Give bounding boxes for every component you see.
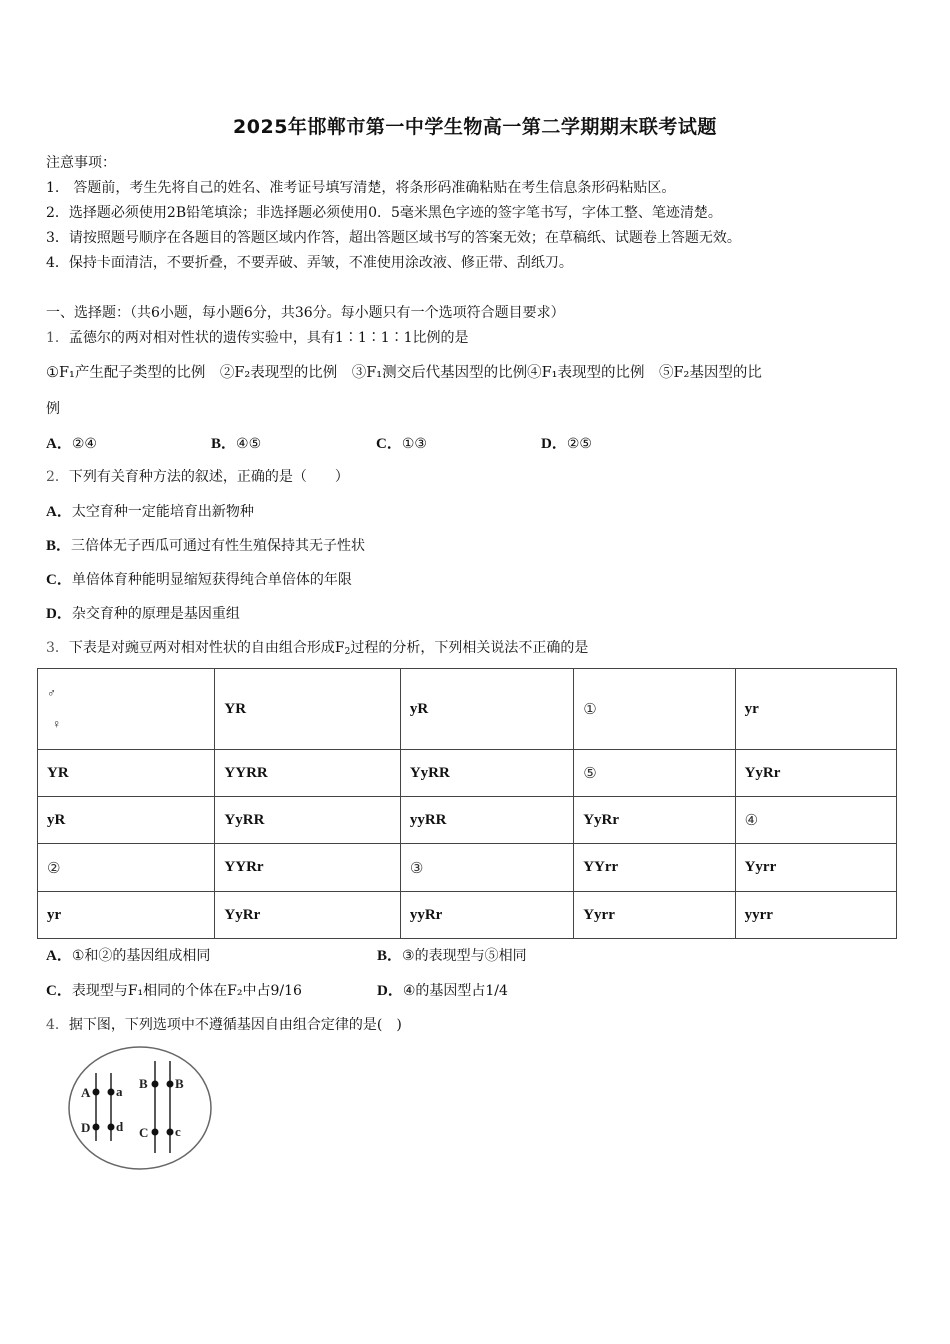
question-stem: 下列有关育种方法的叙述，正确的是（ ）	[68, 469, 349, 485]
header-cell: yr	[735, 669, 896, 750]
section-heading: 一、选择题：（共6小题，每小题6分，共36分。每小题只有一个选项符合题目要求）	[46, 305, 565, 321]
gene-label: a	[116, 1084, 123, 1099]
gene-label: c	[175, 1124, 181, 1139]
table-row	[38, 750, 897, 797]
question-number: 3．	[46, 640, 69, 656]
notice-item-3: 3．请按照题号顺序在各题目的答题区域内作答，超出答题区域书写的答案无效；在草稿纸、试题卷上答题无效。	[46, 230, 741, 246]
male-symbol: ♂	[47, 686, 56, 700]
table-cell: yyrr	[735, 892, 896, 939]
gene-label: A	[81, 1085, 91, 1100]
q1-option-b[interactable]: B．④⑤	[211, 436, 262, 452]
q2-option-c[interactable]: C．单倍体育种能明显缩短获得纯合单倍体的年限	[46, 572, 352, 588]
table-cell: YyRR	[400, 750, 573, 797]
chromosome-lines	[96, 1061, 170, 1153]
table-cell: YR	[38, 750, 215, 797]
table-row	[38, 844, 897, 892]
table-cell: ③	[400, 844, 573, 892]
table-cell: ④	[735, 797, 896, 844]
q3-option-a[interactable]: A．①和②的基因组成相同	[46, 948, 211, 964]
table-cell: YYRr	[215, 844, 400, 892]
table-header-row	[38, 669, 897, 750]
gene-label: D	[81, 1120, 91, 1135]
table-row	[38, 797, 897, 844]
header-cell: YR	[215, 669, 400, 750]
table-cell: ②	[38, 844, 215, 892]
table-cell: yr	[38, 892, 215, 939]
q3-option-b[interactable]: B．③的表现型与⑤相同	[377, 948, 527, 964]
question-number: 1．	[46, 330, 69, 346]
chromosome-cell-diagram	[66, 1043, 216, 1173]
table-cell: YyRr	[735, 750, 896, 797]
gene-loci	[93, 1081, 174, 1136]
q3-option-d[interactable]: D．④的基因型占1/4	[377, 983, 508, 999]
notice-heading: 注意事项：	[46, 155, 116, 171]
question-stem: 孟德尔的两对相对性状的遗传实验中，具有1∶1∶1∶1比例的是	[68, 330, 469, 346]
cell-outline	[69, 1047, 211, 1169]
question-number: 2．	[46, 469, 69, 485]
punnett-table	[37, 668, 897, 939]
table-cell: YyRr	[215, 892, 400, 939]
gene-label: B	[139, 1076, 148, 1091]
corner-cell	[38, 669, 215, 750]
table-row	[38, 892, 897, 939]
table-cell: YyRr	[574, 797, 735, 844]
notice-item-1: 1. 答题前，考生先将自己的姓名、准考证号填写清楚，将条形码准确粘贴在考生信息条形码粘贴区。	[46, 180, 676, 196]
table-cell: YyRR	[215, 797, 400, 844]
question-4	[46, 1014, 402, 1034]
table-cell: yyRr	[400, 892, 573, 939]
notice-item-4: 4．保持卡面清洁，不要折叠，不要弄破、弄皱，不准使用涂改液、修正带、刮纸刀。	[46, 255, 573, 271]
question-1	[46, 327, 469, 347]
exam-title: 2025年邯郸市第一中学生物高一第二学期期末联考试题	[233, 116, 717, 138]
q1-option-c[interactable]: C．①③	[376, 436, 427, 452]
header-cell: yR	[400, 669, 573, 750]
q1-items-line-1: ①F₁产生配子类型的比例 ②F₂表现型的比例 ③F₁测交后代基因型的比例④F₁表现型的比例 ⑤F₂基因型的比	[46, 365, 762, 381]
q1-option-d[interactable]: D．②⑤	[541, 436, 592, 452]
q1-options	[46, 432, 592, 453]
table-cell: ⑤	[574, 750, 735, 797]
question-2	[46, 466, 349, 486]
gene-label: C	[139, 1125, 149, 1140]
q2-option-b[interactable]: B．三倍体无子西瓜可通过有性生殖保持其无子性状	[46, 538, 366, 554]
question-number: 4．	[46, 1017, 69, 1033]
table-cell: yR	[38, 797, 215, 844]
q2-option-d[interactable]: D．杂交育种的原理是基因重组	[46, 606, 240, 622]
table-cell: Yyrr	[735, 844, 896, 892]
gene-label: B	[175, 1076, 184, 1091]
q2-option-a[interactable]: A．太空育种一定能培育出新物种	[46, 504, 254, 520]
q1-items-line-2: 例	[46, 401, 60, 417]
table-cell: Yyrr	[574, 892, 735, 939]
q3-option-c[interactable]: C．表现型与F₁相同的个体在F₂中占9/16	[46, 983, 302, 999]
question-stem: 据下图，下列选项中不遵循基因自由组合定律的是( )	[68, 1017, 402, 1033]
question-3: 3．下表是对豌豆两对相对性状的自由组合形成$F_2$过程的分析，下列相关说法不正确的是	[46, 640, 589, 657]
table-cell: YYrr	[574, 844, 735, 892]
table-cell: yyRR	[400, 797, 573, 844]
female-symbol: ♀	[52, 717, 61, 731]
notice-item-2: 2．选择题必须使用2B铅笔填涂；非选择题必须使用0．5毫米黑色字迹的签字笔书写，字体工整、笔迹清楚。	[46, 205, 722, 221]
header-cell: ①	[574, 669, 735, 750]
gene-label: d	[116, 1119, 124, 1134]
table-cell: YYRR	[215, 750, 400, 797]
q1-option-a[interactable]: A．②④	[46, 436, 97, 452]
